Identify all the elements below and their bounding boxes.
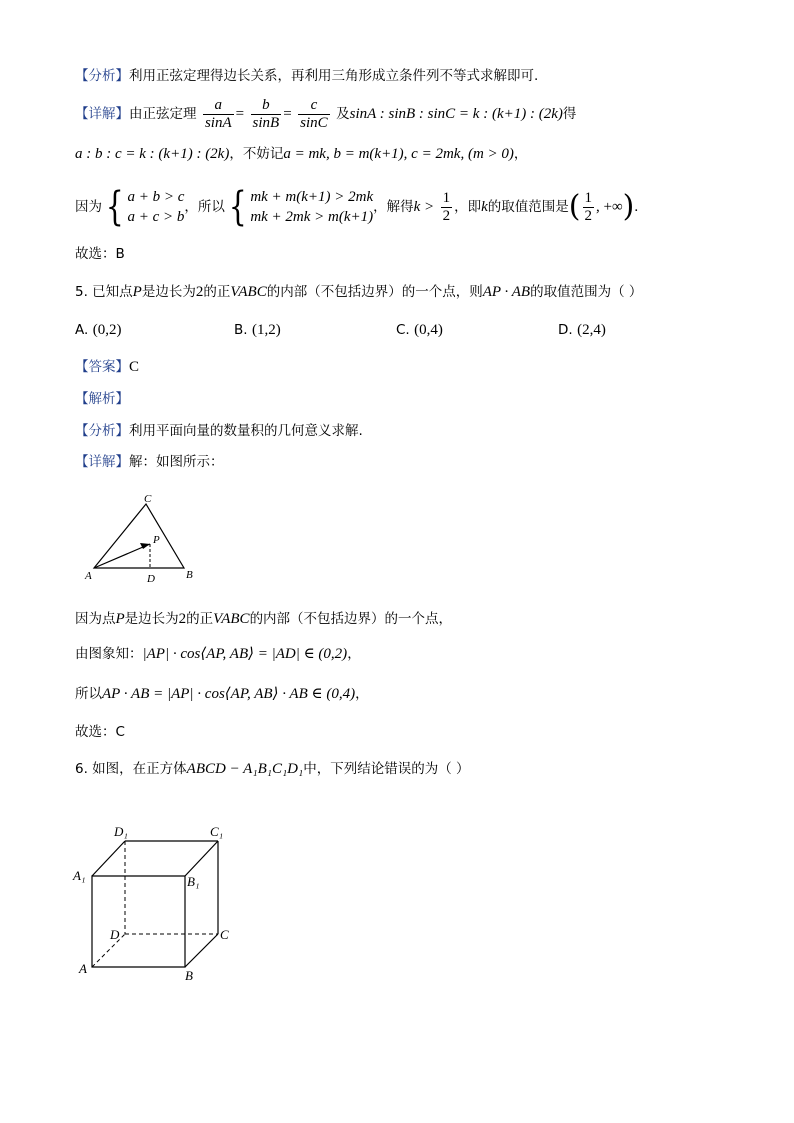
equation-1: |AP| · cos⟨AP, AB⟩ = |AD| ∈ (0,2) (142, 646, 348, 662)
ratio-suffix: 得 (562, 106, 577, 122)
equation-1-end: ， (347, 646, 361, 662)
option-a: A. (0,2) (75, 322, 122, 338)
sine-ratio: sinA : sinB : sinC = k : (k+1) : (2k) (349, 106, 563, 122)
because-two: 2 (178, 611, 187, 627)
option-d: D. (2,4) (558, 322, 606, 338)
detail-intro: 由正弦定理 (129, 106, 197, 122)
answer-value: C (129, 359, 140, 375)
q5-stem-e: 的取值范围为（ ） (530, 284, 643, 300)
k-inequality: k > (413, 199, 435, 215)
label-C1: C₁ (210, 824, 224, 839)
jiexi-line (75, 389, 129, 409)
label-C: C (144, 493, 152, 505)
because-mid: ，所以 (184, 199, 225, 215)
q6-cube: ABCD − A₁B₁C₁D₁ (186, 761, 304, 777)
because-a: 因为点 (75, 611, 116, 627)
label-P: P (153, 534, 160, 546)
equation-2: AP · AB = |AP| · cos⟨AP, AB⟩ · AB ∈ (0,4) (102, 686, 356, 702)
figure-knowledge-line (75, 644, 361, 664)
label-A: A (85, 570, 92, 582)
because-d: 的内部（不包括边界）的一个点， (249, 611, 453, 627)
fig-know: 由图象知： (75, 646, 143, 662)
ratio-prefix: 及 (336, 106, 350, 122)
abc-ratio-line (75, 144, 527, 164)
because-line-2 (75, 609, 452, 629)
detail-tag: 【详解】 (75, 106, 129, 122)
q5-side-length: 2 (195, 284, 204, 300)
range-half: $\frac{1}{2}$ (584, 189, 593, 224)
abc-end: ， (513, 146, 528, 162)
range-text: ，即 (454, 199, 482, 215)
option-c: C. (0,4) (396, 322, 443, 338)
label-B: B (186, 569, 193, 581)
detail-text-2: 解：如图所示： (129, 454, 224, 470)
solve-text: ，解得 (373, 199, 414, 215)
q5-point-p: P (132, 284, 142, 300)
k-variable: k (481, 199, 488, 215)
answer-tag: 【答案】 (75, 359, 129, 375)
label-C: C (220, 927, 229, 942)
abc-assign: a = mk, b = m(k+1), c = 2mk, (m > 0) (283, 146, 514, 162)
answer-line (75, 357, 139, 377)
abc-mid: ，不妨记 (229, 146, 284, 162)
analysis-tag: 【分析】 (75, 68, 129, 84)
label-B: B (185, 968, 193, 983)
answer-choice-2: 故选：C (75, 724, 125, 740)
option-b: B. (1,2) (234, 322, 281, 338)
fraction-a: $\frac{a}{\sin A}$ (204, 96, 232, 131)
system-1: a + b > c a + c > b (127, 189, 185, 225)
q6-stem-b: 中，下列结论错误的为（ ） (303, 761, 470, 777)
cube-figure (70, 820, 250, 990)
analysis-line-1 (75, 66, 538, 86)
q5-triangle: VABC (230, 284, 267, 300)
analysis-tag-2: 【分析】 (75, 423, 129, 439)
label-D: D (147, 573, 155, 585)
because-b: 是边长为 (124, 611, 179, 627)
because-line: 因为{ a + b > c a + c > b ，所以{ mk + m(k+1) > 2mk mk + 2mk > m(k+1) ，解得k > $\frac{1}{2}$ ，即k的取值范围是( $\frac{1}{2}$ , +∞). (75, 184, 639, 230)
because-point-p: P (115, 611, 125, 627)
fraction-b: $\frac{b}{\sin B}$ (252, 96, 280, 131)
so-text: 所以 (75, 686, 102, 702)
label-A1: A₁ (73, 868, 86, 883)
system-2: mk + m(k+1) > 2mk mk + 2mk > m(k+1) (250, 189, 374, 225)
equation-2-end: ， (355, 686, 369, 702)
jiexi-tag: 【解析】 (75, 391, 129, 407)
because-prefix: 因为 (75, 199, 102, 215)
detail-line-1: 【详解】由正弦定理 $\frac{a}{\sin A}$ = $\frac{b}{\sin B}$ = $\frac{c}{\sin C}$ 及sinA : sinB : sinC = k : (k+1) : (2k)得 (75, 96, 577, 131)
abc-ratio: a : b : c = k : (k+1) : (2k) (75, 146, 230, 162)
range-text-2: 的取值范围是 (487, 199, 569, 215)
label-D: D (110, 927, 120, 942)
analysis-line-2 (75, 421, 363, 441)
triangle-figure (80, 492, 210, 587)
label-B1: B₁ (187, 874, 200, 889)
q5-stem-d: 的内部（不包括边界）的一个点，则 (266, 284, 483, 300)
q5-dot-product: AP · AB (482, 284, 531, 300)
so-line (75, 684, 369, 704)
because-c: 的正 (186, 611, 214, 627)
analysis-text: 利用正弦定理得边长关系，再利用三角形成立条件列不等式求解即可. (129, 68, 539, 84)
because-triangle: VABC (213, 611, 250, 627)
label-D1: D₁ (114, 824, 128, 839)
q5-stem-c: 的正 (203, 284, 231, 300)
q5-stem-a: 5. 已知点 (75, 284, 133, 300)
q5-stem-b: 是边长为 (141, 284, 196, 300)
label-A: A (79, 961, 87, 976)
range-end: , +∞ (596, 199, 623, 215)
half-fraction: $\frac{1}{2}$ (442, 189, 451, 224)
answer-choice-1: 故选：B (75, 246, 125, 262)
analysis-text-2: 利用平面向量的数量积的几何意义求解. (129, 423, 363, 439)
detail-tag-2: 【详解】 (75, 454, 129, 470)
question-6-stem (75, 759, 470, 779)
q6-stem-a: 6. 如图，在正方体 (75, 761, 187, 777)
question-5-stem (75, 282, 642, 302)
fraction-c: $\frac{c}{\sin C}$ (300, 96, 328, 131)
detail-line-2 (75, 452, 224, 472)
